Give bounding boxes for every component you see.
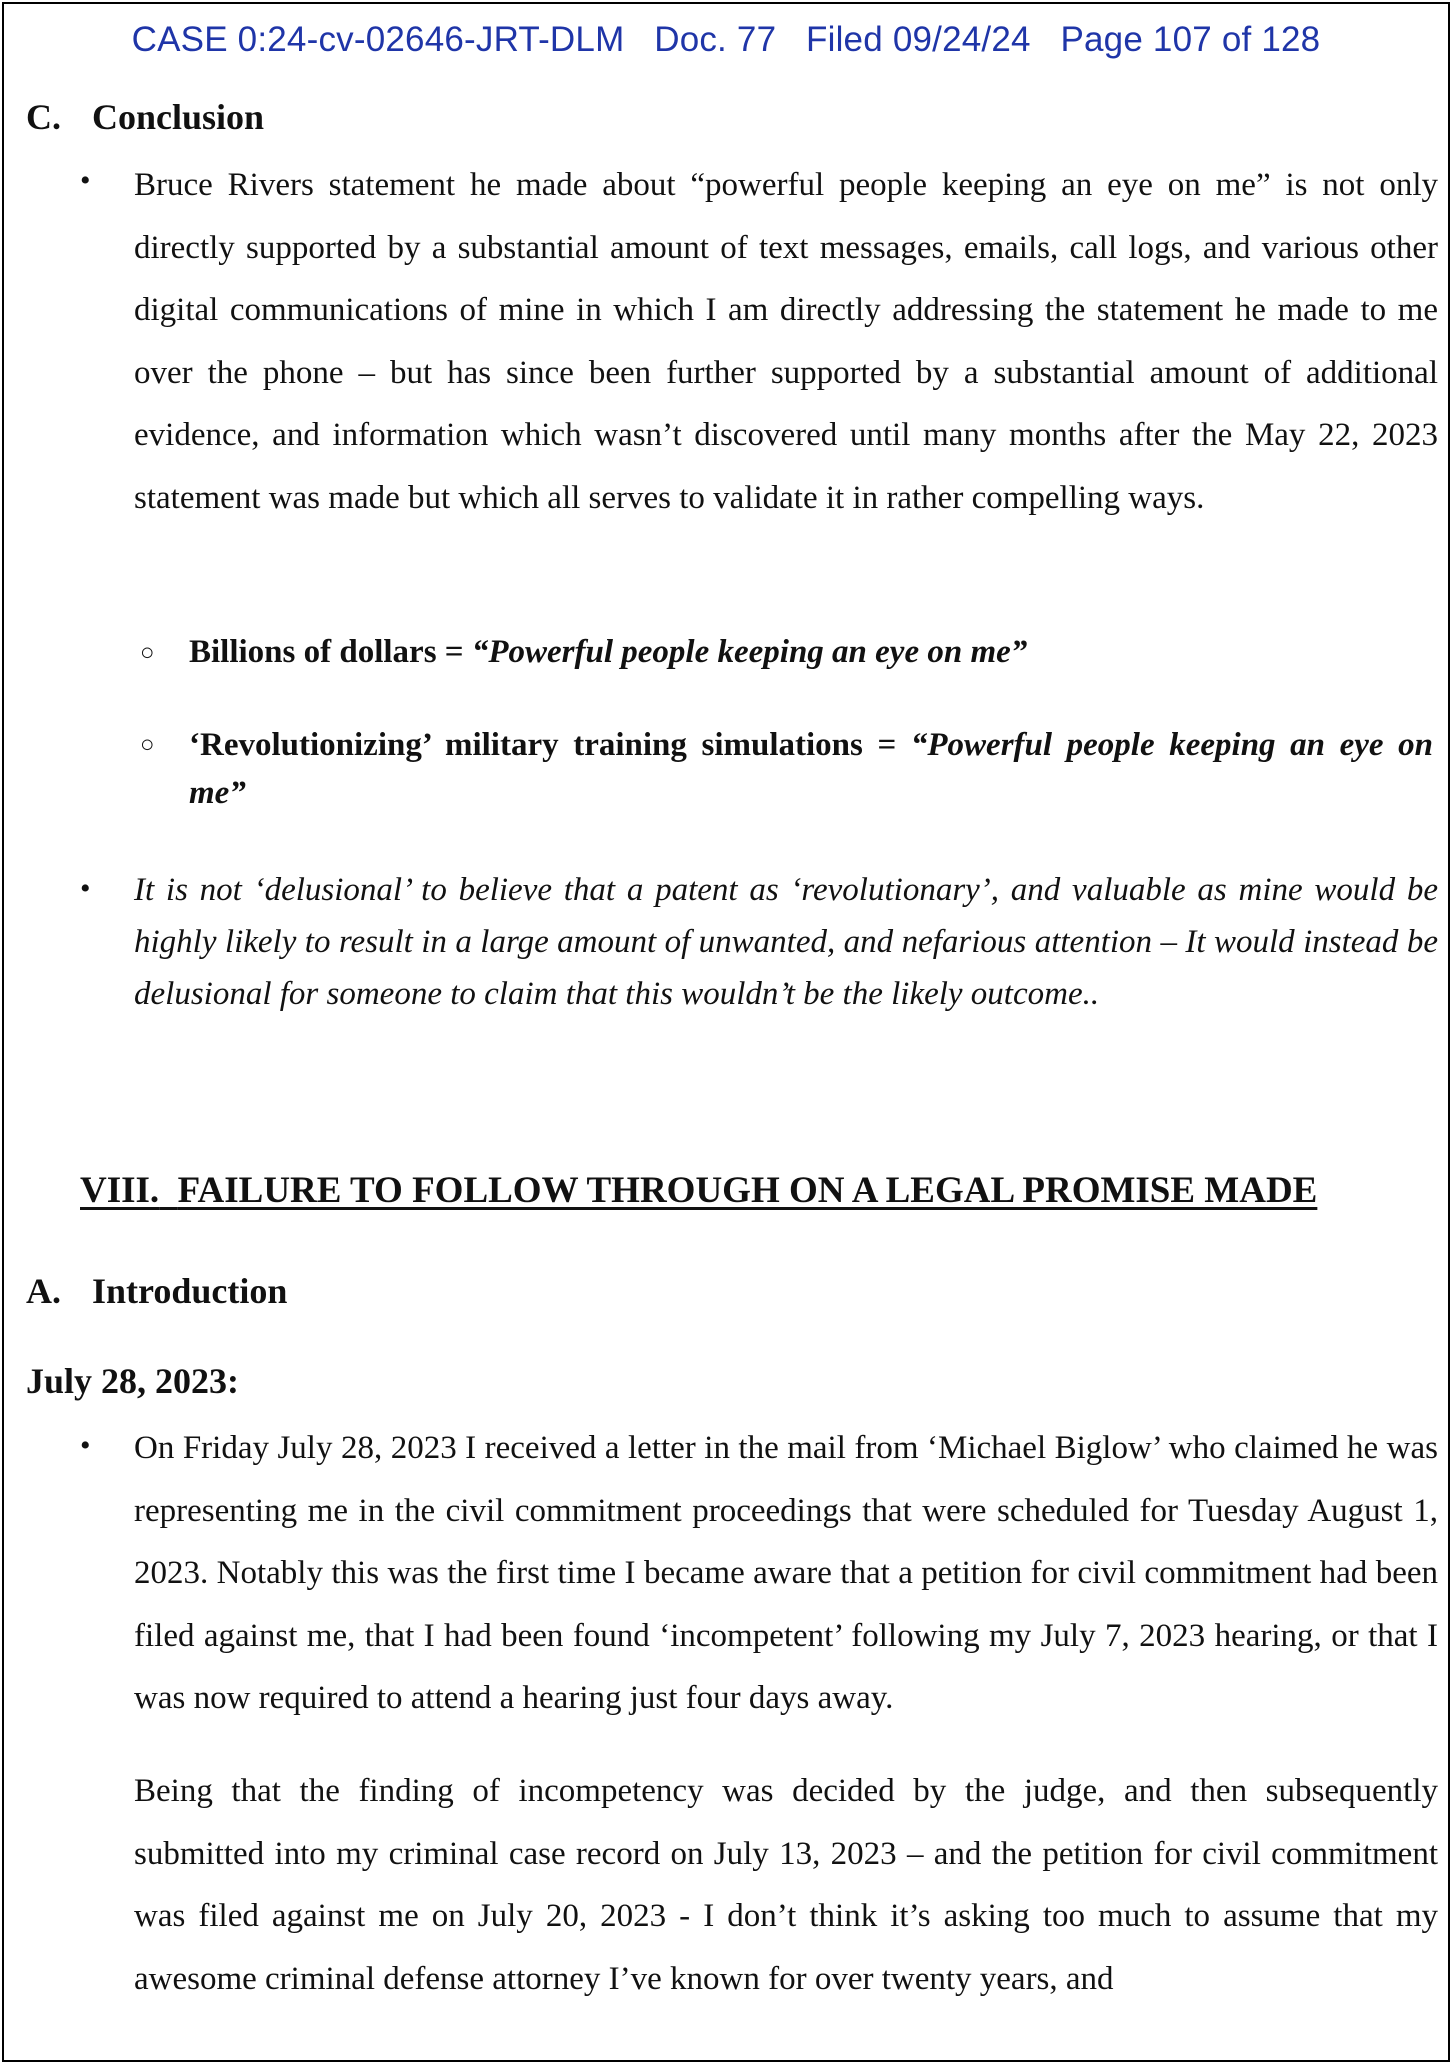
case-number: CASE 0:24-cv-02646-JRT-DLM (131, 20, 625, 59)
conclusion-bullet-2: It is not ‘delusional’ to believe that a patent as ‘revolutionary’, and valuable as mine would be highly likely to result in a large amount of unwanted, and nefarious attention – It would instead be delusional for someone to claim that this wouldn’t be the likely outcome.. (134, 872, 1438, 1012)
introduction-heading (26, 1270, 287, 1312)
bullet-icon: • (80, 164, 91, 197)
sub-bullet-2 (189, 721, 1433, 817)
introduction-number: A. (26, 1271, 61, 1311)
date-heading: July 28, 2023: (26, 1361, 240, 1401)
introduction-bullet: On Friday July 28, 2023 I received a letter in the mail from ‘Michael Biglow’ who claimed he was representing me in the civil commitment proceedings that were scheduled for Tuesday August 1, 2023. Notably this was the first time I became aware that a petition for civil commitment had been filed against me, that I had been found ‘incompetent’ following my July 7, 2023 hearing, or that I was now required to attend a hearing just four days away. (134, 1430, 1438, 1716)
hollow-bullet-icon: ○ (140, 640, 155, 666)
introduction-title: Introduction (92, 1271, 288, 1311)
case-header (4, 20, 1448, 60)
bullet-icon: • (80, 872, 91, 905)
sub-bullet-1 (189, 628, 1433, 676)
section-viii-title: FAILURE TO FOLLOW THROUGH ON A LEGAL PROMISE MADE (177, 1170, 1318, 1211)
sub-bullet-1-quote: “Powerful people keeping an eye on me” (471, 634, 1028, 670)
section-viii-number: VIII. (80, 1170, 160, 1211)
sub-bullet-2-lead: ‘Revolutionizing’ military training simulations = (189, 727, 911, 763)
hollow-bullet-icon: ○ (140, 732, 155, 758)
conclusion-heading (26, 96, 264, 138)
conclusion-number: C. (26, 97, 61, 137)
filed-date: Filed 09/24/24 (806, 20, 1031, 59)
doc-number: Doc. 77 (654, 20, 777, 59)
sub-bullet-1-lead: Billions of dollars = (189, 634, 472, 670)
conclusion-title: Conclusion (92, 97, 265, 137)
page-number: Page 107 of 128 (1060, 20, 1321, 59)
section-viii-heading (80, 1169, 1317, 1212)
conclusion-bullet-1: Bruce Rivers statement he made about “powerful people keeping an eye on me” is not only directly supported by a substantial amount of text messages, emails, call logs, and various other digital communications of mine in which I am directly addressing the statement he made to me over the phone – but has since been further supported by a substantial amount of additional evidence, and information which wasn’t discovered until many months after the May 22, 2023 statement was made but which all serves to validate it in rather compelling ways. (134, 167, 1438, 516)
sub-bullet-2-quote: “Powerful people keeping an eye on me” (189, 727, 1433, 811)
introduction-paragraph-2: Being that the finding of incompetency was decided by the judge, and then subsequently submitted into my criminal case record on July 13, 2023 – and the petition for civil commitment was filed against me on July 20, 2023 - I don’t think it’s asking too much to assume that my awesome criminal defense attorney I’ve known for over twenty years, and (134, 1773, 1438, 1997)
bullet-icon: • (80, 1429, 91, 1462)
document-page (2, 2, 1450, 2062)
